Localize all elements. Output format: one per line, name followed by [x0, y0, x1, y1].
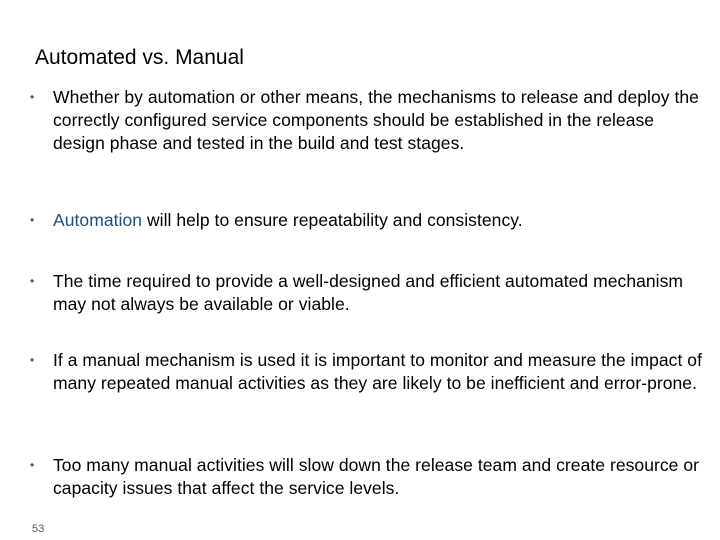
bullet-dot-icon: •	[30, 458, 35, 472]
bullet-text: The time required to provide a well-designed and efficient automated mechanism may not always be available or viable.	[53, 271, 684, 314]
highlighted-term: Automation	[53, 210, 143, 230]
bullet-text: Too many manual activities will slow down the release team and create resource or capacity issues that affect the service levels.	[53, 455, 700, 498]
bullet-item	[30, 349, 710, 395]
bullet-text	[53, 209, 710, 232]
bullet-text: If a manual mechanism is used it is important to monitor and measure the impact of many repeated manual activities as they are likely to be inefficient and error-prone.	[53, 350, 702, 393]
page-number: 53	[32, 523, 45, 535]
bullet-text: Whether by automation or other means, the mechanisms to release and deploy the correctly configured service components should be established in the release design phase and tested in the build and test stages.	[53, 87, 699, 153]
bullet-dot-icon: •	[30, 213, 35, 227]
bullet-item	[30, 86, 710, 155]
bullet-item	[30, 270, 710, 316]
bullet-text-rest: will help to ensure repeatability and consistency.	[142, 210, 523, 230]
bullet-dot-icon: •	[30, 274, 35, 288]
bullet-item	[30, 454, 710, 500]
bullet-dot-icon: •	[30, 353, 35, 367]
slide-title: Automated vs. Manual	[35, 46, 244, 69]
bullet-dot-icon: •	[30, 90, 35, 104]
bullet-item	[30, 209, 710, 232]
